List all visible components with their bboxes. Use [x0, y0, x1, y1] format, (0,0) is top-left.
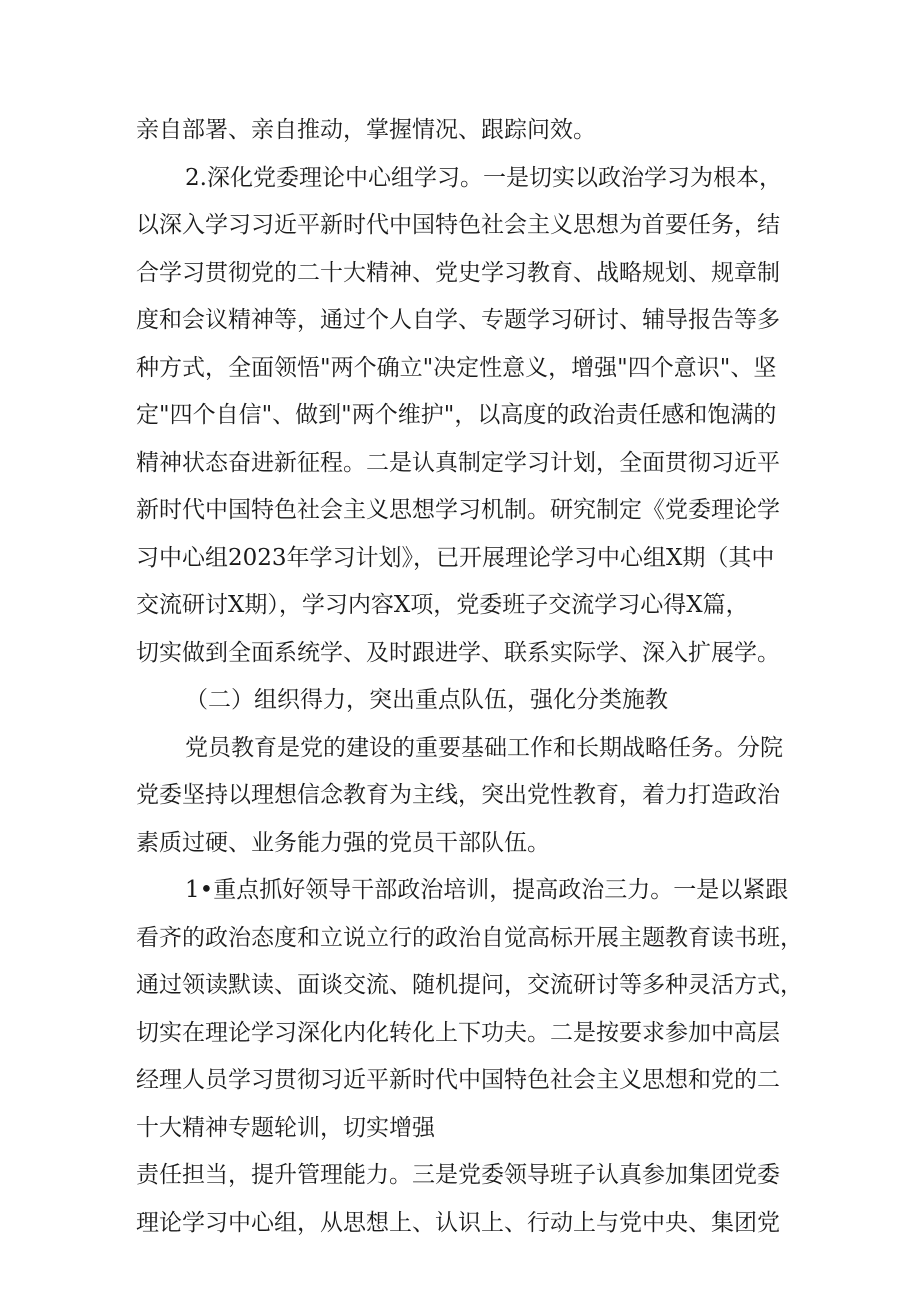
body-text-line: 党员教育是党的建设的重要基础工作和长期战略任务。分院	[185, 735, 783, 761]
body-text-line: 习中心组2023年学习计划》，已开展理论学习中心组X期（其中	[136, 545, 775, 571]
body-text-line: 理论学习中心组，从思想上、认识上、行动上与党中央、集团党	[136, 1210, 780, 1236]
body-text-line: 看齐的政治态度和立说立行的政治自觉高标开展主题教育读书班，	[136, 925, 803, 951]
body-text-line: 责任担当，提升管理能力。三是党委领导班子认真参加集团党委	[136, 1162, 780, 1188]
body-text-line: 素质过硬、业务能力强的党员干部队伍。	[136, 830, 550, 856]
body-text-line: 切实做到全面系统学、及时跟进学、联系实际学、深入扩展学。	[136, 640, 780, 666]
body-text-line: 1•重点抓好领导干部政治培训，提高政治三力。一是以紧跟	[185, 877, 789, 903]
body-text-line: 十大精神专题轮训，切实增强	[136, 1115, 435, 1141]
body-text-line: 亲自部署、亲自推动，掌握情况、跟踪问效。	[136, 117, 596, 143]
body-text-line: 精神状态奋进新征程。二是认真制定学习计划，全面贯彻习近平	[136, 450, 780, 476]
body-text-line: 种方式，全面领悟"两个确立"决定性意义，增强"四个意识"、坚	[136, 355, 777, 381]
body-text-line: 党委坚持以理想信念教育为主线，突出党性教育，着力打造政治	[136, 782, 780, 808]
body-text-line: 度和会议精神等，通过个人自学、专题学习研讨、辅导报告等多	[136, 307, 780, 333]
section-heading: （二）组织得力，突出重点队伍，强化分类施教	[185, 687, 668, 713]
body-text-line: 以深入学习习近平新时代中国特色社会主义思想为首要任务，结	[136, 212, 780, 238]
body-text-line: 切实在理论学习深化内化转化上下功夫。二是按要求参加中高层	[136, 1020, 780, 1046]
body-text-line: 新时代中国特色社会主义思想学习机制。研究制定《党委理论学	[136, 497, 780, 523]
body-text-line: 交流研讨X期），学习内容X项，党委班子交流学习心得X篇，	[136, 592, 749, 618]
body-text-line: 通过领读默读、面谈交流、随机提问，交流研讨等多种灵活方式，	[136, 972, 803, 998]
body-text-line: 定"四个自信"、做到"两个维护"，以高度的政治责任感和饱满的	[136, 402, 777, 428]
body-text-line: 合学习贯彻党的二十大精神、党史学习教育、战略规划、规章制	[136, 260, 780, 286]
body-text-line: 2.深化党委理论中心组学习。一是切实以政治学习为根本，	[185, 165, 782, 191]
body-text-line: 经理人员学习贯彻习近平新时代中国特色社会主义思想和党的二	[136, 1067, 780, 1093]
